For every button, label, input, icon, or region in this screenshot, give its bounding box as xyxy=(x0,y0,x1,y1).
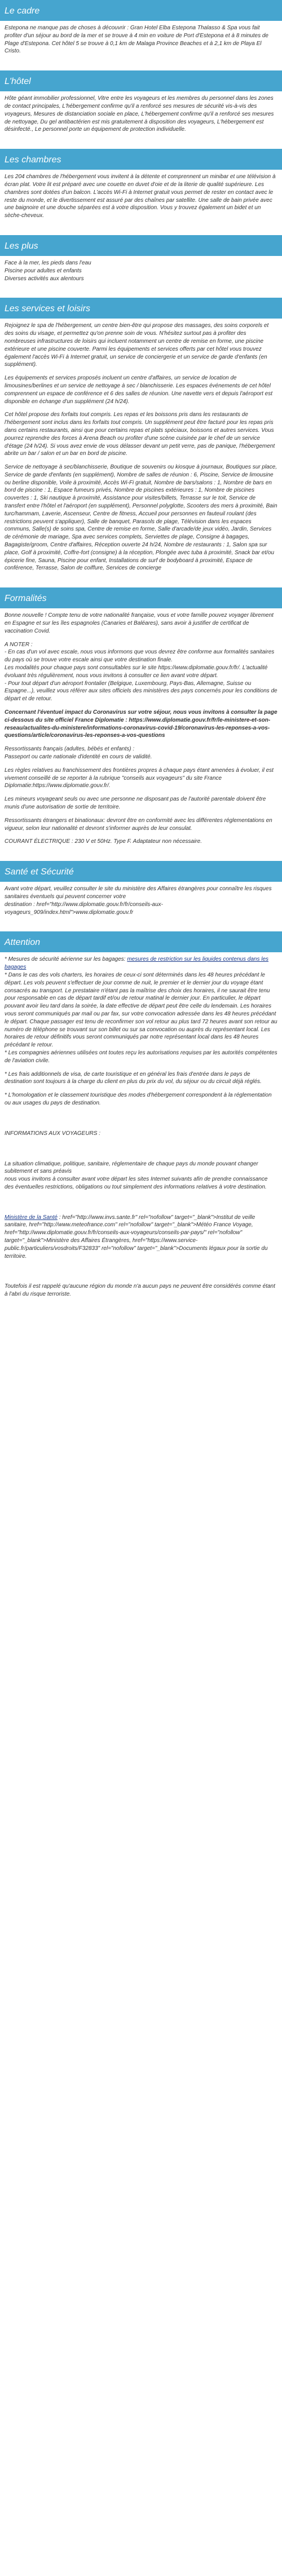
attention-text-5: INFORMATIONS AUX VOYAGEURS : xyxy=(5,1130,101,1137)
section-hotel xyxy=(0,91,282,134)
formalites-text-2: A NOTER : - En cas d'un vol avec escale, nous vous informons que vous devrez être conforme aux formalités sanitaires du pays où se trouve votre escale ainsi que votre destination finale. Les modalités pour chaque pays sont consultables sur le site https://www.diplomatie.gouv.fr/fr/. L'actualité évoluant très régulièrement, nous vous invitons à consulter ce lien avant votre départ. - Pour tout départ d'un aéroport frontalier (Belgique, Luxembourg, Pays-Bas, Allemagne, Suisse ou Espagne...), veuillez vous référer aux sites officiels des ministères des pays concernés pour les conditions de départ et de retour. xyxy=(5,641,277,702)
attention-text-8: Toutefois il est rappelé qu'aucune région du monde n'a aucun pays ne peuvent être considérés comme étant à l'abri du risque terroriste. xyxy=(5,1283,275,1298)
hotel-text: Hôte géant immobilier professionnel, Vitre entre les voyageurs et les membres du personnel dans les zones de contact principales, L'hébergement confirme qu'il a renforcé ses mesures de sécurité vis-à-vis des voyageurs, Mesures de distanciation sociale en place, L'hébergement confirme qu'il a renforcé ses mesures de nettoyage, Du gel antibactérien est mis gratuitement à disposition des voyageurs, L'hébergement est désinfecté., Le personnel porte un équipement de protection individuelle. xyxy=(5,95,274,133)
ministry-rest: : href="http://www.invs.sante.fr" rel="nofollow" target="_blank">Institut de veille sanitaire, href="http://www.meteofrance.com" rel="nofollow" target="_blank">Météo France Voyage, href="http://www.diplomatie.gouv.fr/fr/conseils-aux-voyageurs/conseils-par-pays/" rel="nofollow" target="_blank">Ministère des Affaires Étrangères, href="https://www.service-public.fr/particuliers/vosdroits/F32833" rel="nofollow" target="_blank">Documents légaux pour la sortie du territoire. xyxy=(5,1214,268,1260)
section-title-attention: Attention xyxy=(0,931,282,952)
sante-text: Avant votre départ, veuillez consulter le site du ministère des Affaires étrangères pour connaître les risques sanitaires éventuels qui peuvent concerner votre destination : href="http://www.diplomatie.gouv.fr/fr/conseils-aux-voyageurs_909/index.html">www.diplomatie.gouv.fr xyxy=(5,886,272,916)
ministry-health-link[interactable]: Ministère de la Santé xyxy=(5,1214,58,1221)
services-text-3: Cet hôtel propose des forfaits tout compris. Les repas et les boissons pris dans les restaurants de l'hébergement sont inclus dans les forfaits tout compris. Un supplément peut être facturé pour les repas pris dans certains restaurants, ainsi que pour certains repas et plats spéciaux, boissons et autres services. Vous pourrez reprendre des forces à Arena Beach ou profiter d'une scène cuisinée par le chef de un service d'étage (24 h/24). Si vous avez envie de vous délasser devant un petit verre, pas de panique, l'hébergement abrite un bar / salon et un bar en bord de piscine. xyxy=(5,412,275,457)
formalites-text-1: Bonne nouvelle ! Compte tenu de votre nationalité française, vous et votre famille pouvez voyager librement en Espagne et sur les îles espagnoles (Canaries et Baléares), sans avoir à justifier de certificat de vaccination Covid. xyxy=(5,612,274,634)
section-title-formalites: Formalités xyxy=(0,587,282,608)
formalites-text-4: Ressortissants français (adultes, bébés et enfants) : Passeport ou carte nationale d'identité en cours de validité. xyxy=(5,746,152,760)
plus-text: Face à la mer, les pieds dans l'eau Piscine pour adultes et enfants Diverses activités aux alentours xyxy=(5,259,91,282)
section-title-services: Les services et loisirs xyxy=(0,298,282,319)
section-chambres xyxy=(0,170,282,220)
section-attention xyxy=(0,952,282,1298)
section-title-sante: Santé et Sécurité xyxy=(0,861,282,882)
formalites-text-5: Les règles relatives au franchissement des frontières propres à chaque pays étant amenées à évoluer, il est vivement conseillé de se reporter à la rubrique "conseils aux voyageurs" du site France Diplomatie:https://www.diplomatie.gouv.fr/. xyxy=(5,767,274,789)
services-text-4: Service de nettoyage à sec/blanchisserie, Boutique de souvenirs ou kiosque à journaux, Boutiques sur place, Service de garde d'enfants (en supplément), Nombre de salles de réunion : 6, Piscine, Service de limousine ou berline disponible, Voile à proximité, Accès Wi-Fi gratuit, Nombre de bars/salons : 1, Nombre de bars en bord de piscine : 1, Espace fumeurs privés, Nombre de piscines extérieures : 1, Nombre de piscines couvertes : 1, Ski nautique à proximité, Assistance pour visites/billets, Terrasse sur le toit, Service de transfert entre l'hôtel et l'aéroport (en supplément), Personnel polyglotte, Scooters des mers à proximité, Bain turc/hammam, Laverie, Ascenseur, Centre de fitness, Accueil pour personnes en fauteuil roulant (des restrictions peuvent s'appliquer), Salle de banquet, Parasols de plage, Télévision dans les espaces communs, Salle(s) de soins spa, Centre de remise en forme, Salle d'arcade/de jeux vidéo, Jardin, Services de cérémonie de mariage, Spa avec services complets, Serviettes de plage, Consigne à bagages, Bagagiste/groom, Centre d'affaires, Réception ouverte 24 h/24, Nombre de restaurants : 1, Salon spa sur place, Golf à proximité, Coffre-fort (consigne) à la réception, Plongée avec tuba à proximité, Snack bar et/ou épicerie fine, Sauna, Piscine pour enfant, Installations de surf de bodyboard à proximité, Espace de conférence, Terrasse, Salon de coiffure, Services de concierge xyxy=(5,464,277,572)
chambres-text: Les 204 chambres de l'hébergement vous invitent à la détente et comprennent un minibar et une télévision à écran plat. Votre lit est préparé avec une couette en duvet d'oie et de la literie de qualité supérieure. Les chambres sont dotées d'un balcon. L'accès Wi-Fi à Internet gratuit vous permet de rester en contact avec le reste du monde, et le divertissement est assuré par des chaînes par satellite. Une salle de bain privée avec une baignoire et une douche séparées est à votre disposition. Vous y trouvez également un bidet et un sèche-cheveux. xyxy=(5,174,276,219)
section-title-plus: Les plus xyxy=(0,235,282,256)
attention-text-2: * Dans le cas des vols charters, les horaires de ceux-ci sont déterminés dans les 48 heures précédant le départ. Les vols peuvent s'effectuer de jour comme de nuit, le premier et le dernier jour du voyage étant consacrés au transport. Le prestataire n'étant pas la maîtrise des choix des horaires, il ne saurait être tenu pour responsable en cas de départ tardif et/ou de retour matinal le dernier jour. En particulier, le départ pouvant avoir lieu tard dans la soirée, la date effective de départ peut être celle du lendemain. Les horaires vous seront communiqués par mail ou par fax, sur votre convocation adressée dans les 48 heures précédant le départ. Chaque passager est tenu de reconfirmer son vol retour au plus tard 72 heures avant son retour au numéro de téléphone se trouvant sur son billet ou sur sa convocation ou auprès du représentant local. Les horaires de retour définitifs vous seront communiqués par notre représentant local dans les 48 heures précédant le retour. * Les compagnies aériennes utilisées ont toutes reçu les autorisations requises par les autorités compétentes de l'aviation civile. xyxy=(5,971,277,1064)
section-title-cadre: Le cadre xyxy=(0,0,282,21)
attention-text-4: * L'homologation et le classement touristique des modes d'hébergement correspondent à la réglementation ou aux usages du pays de destination. xyxy=(5,1092,272,1106)
services-text-1: Rejoignez le spa de l'hébergement, un centre bien-être qui propose des massages, des soins corporels et des soins du visage, et permettez qu'on prenne soin de vous. N'hésitez surtout pas à profiter des nombreuses infrastructures de loisirs qui incluent notamment un centre de remise en forme, une piscine extérieure et une piscine couverte. Parmi les équipements et services offerts par cet hôtel vous trouvez également l'accès Wi-Fi à Internet gratuit, un service de conciergerie et un service de garde d'enfants (en supplément). xyxy=(5,322,269,368)
attention-text-1 xyxy=(5,956,277,971)
liquids-restriction-link[interactable]: mesures de restriction sur les liquides contenus dans les bagages xyxy=(5,956,269,971)
formalites-text-7: Ressortissants étrangers et binationaux: devront être en conformité avec les différentes réglementations en vigueur, selon leur nationalité et devront s'informer auprès de leur consulat. xyxy=(5,817,272,832)
attention-prefix: * Mesures de sécurité aérienne sur les bagages: xyxy=(5,956,127,963)
section-formalites xyxy=(0,608,282,846)
cadre-text: Estepona ne manque pas de choses à découvrir : Gran Hotel Elba Estepona Thalasso & Spa vous fait profiter d'un séjour au bord de la mer et se trouve à 4 min en voiture de Port d'Estepona et à 8 minutes de Plage d'Estepona. Cet hôtel 5 se trouve à 0,1 km de Malaga Province Beaches et à 2,1 km de Playa El Cristo. xyxy=(5,25,268,55)
section-sante xyxy=(0,882,282,916)
section-plus xyxy=(0,256,282,282)
section-services xyxy=(0,319,282,572)
section-title-chambres: Les chambres xyxy=(0,149,282,170)
services-text-2: Les équipements et services proposés incluent un centre d'affaires, un service de location de limousines/berlines et un service de nettoyage à sec / blanchisserie. Les espaces événements de cet hôtel comprennent un espace de conférence et 6 des salles de réunion. Une navette vers et depuis l'aéroport est disponible en échange d'un supplément (24 h/24). xyxy=(5,375,272,405)
formalites-text-3: Concernant l'éventuel impact du Coronavirus sur votre séjour, nous vous invitons à consulter la page ci-dessous du site officiel France Diplomatie : https://www.diplomatie.gouv.fr/fr/le-ministere-et-son-reseau/actualites-du-ministere/informations-coronavirus-covid-19/coronavirus-les-reponses-a-vos-questions/article/coronavirus-les-reponses-a-vos-questions xyxy=(5,709,277,739)
attention-text-7 xyxy=(5,1214,277,1261)
attention-text-6: La situation climatique, politique, sanitaire, réglementaire de chaque pays du monde pouvant changer subitement et sans préavis nous vous invitons à consulter avant votre départ les sites Internet suivants afin de prendre connaissance des éventuelles restrictions, obligations ou tout simplement des informations relatives à votre destination. xyxy=(5,1160,268,1190)
attention-text-3: * Les frais additionnels de visa, de carte touristique et en général les frais d'entrée dans le pays de destination sont toujours à la charge du client en plus du prix du vol, du séjour ou du circuit déjà réglés. xyxy=(5,1071,262,1085)
formalites-text-6: Les mineurs voyageant seuls ou avec une personne ne disposant pas de l'autorité parentale doivent être munis d'une autorisation de sortie de territoire. xyxy=(5,796,266,810)
formalites-text-8: COURANT ÉLECTRIQUE : 230 V et 50Hz. Type F. Adaptateur non nécessaire. xyxy=(5,838,202,845)
section-cadre xyxy=(0,21,282,55)
section-title-hotel: L'hôtel xyxy=(0,70,282,91)
